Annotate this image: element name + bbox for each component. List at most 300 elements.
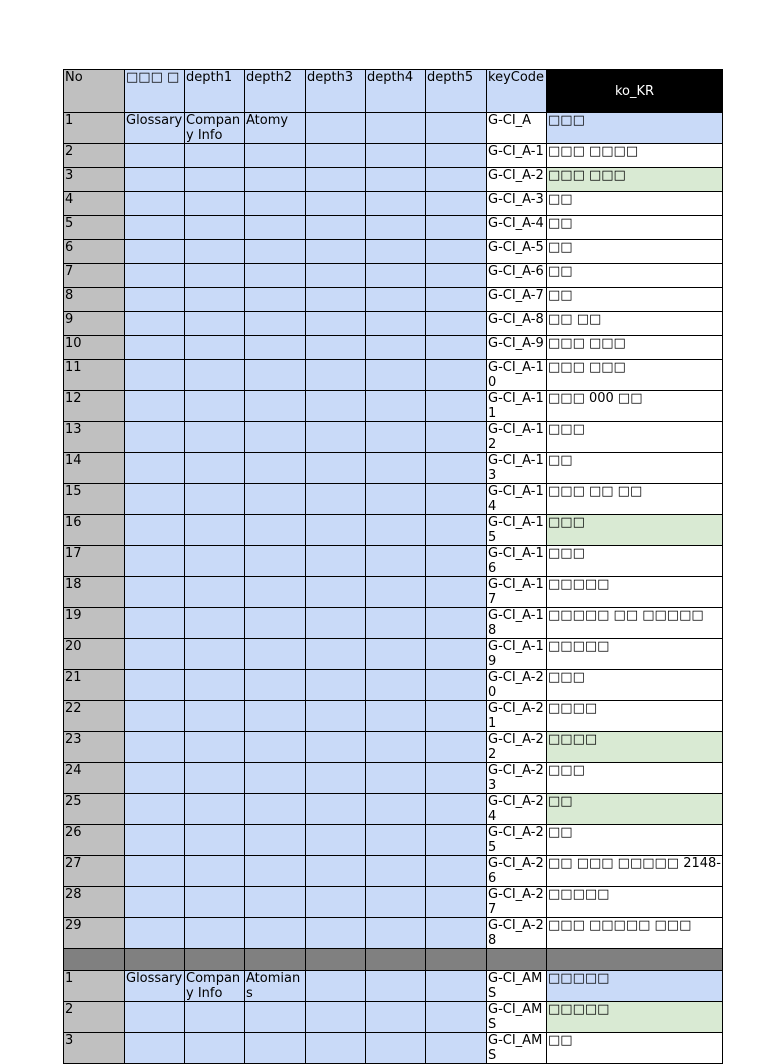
category-cell[interactable] xyxy=(125,264,185,288)
keycode-cell[interactable]: G-CI_A-8 xyxy=(487,312,547,336)
depth2-cell[interactable] xyxy=(245,515,306,546)
depth1-cell[interactable] xyxy=(185,608,245,639)
category-cell[interactable] xyxy=(125,608,185,639)
depth3-cell[interactable] xyxy=(306,484,366,515)
depth1-cell[interactable] xyxy=(185,336,245,360)
depth4-cell[interactable] xyxy=(366,453,426,484)
row-number-cell[interactable]: 13 xyxy=(64,422,125,453)
category-cell[interactable] xyxy=(125,577,185,608)
depth5-cell[interactable] xyxy=(426,639,487,670)
row-number-cell[interactable]: 4 xyxy=(64,192,125,216)
ko-kr-cell[interactable]: □□□ □□□ xyxy=(547,336,723,360)
depth2-cell[interactable] xyxy=(245,484,306,515)
category-cell[interactable] xyxy=(125,288,185,312)
depth5-cell[interactable] xyxy=(426,113,487,144)
ko-kr-cell[interactable]: □□ xyxy=(547,192,723,216)
row-number-cell[interactable]: 22 xyxy=(64,701,125,732)
ko-kr-cell[interactable]: □□ xyxy=(547,240,723,264)
depth3-cell[interactable] xyxy=(306,701,366,732)
depth2-cell[interactable] xyxy=(245,240,306,264)
keycode-cell[interactable]: G-CI_A-26 xyxy=(487,856,547,887)
ko-kr-cell[interactable]: □□□□□ xyxy=(547,1002,723,1033)
depth2-cell[interactable] xyxy=(245,577,306,608)
depth1-cell[interactable] xyxy=(185,240,245,264)
depth4-cell[interactable] xyxy=(366,971,426,1002)
depth1-cell[interactable] xyxy=(185,918,245,949)
depth3-cell[interactable] xyxy=(306,856,366,887)
ko-kr-cell[interactable]: □□ xyxy=(547,216,723,240)
keycode-cell[interactable]: G-CI_A-16 xyxy=(487,546,547,577)
row-number-cell[interactable]: 2 xyxy=(64,144,125,168)
header-depth2[interactable]: depth2 xyxy=(245,70,306,113)
ko-kr-cell[interactable]: □□□ xyxy=(547,546,723,577)
category-cell[interactable] xyxy=(125,1002,185,1033)
depth3-cell[interactable] xyxy=(306,918,366,949)
depth1-cell[interactable] xyxy=(185,763,245,794)
row-number-cell[interactable]: 10 xyxy=(64,336,125,360)
row-number-cell[interactable]: 11 xyxy=(64,360,125,391)
depth5-cell[interactable] xyxy=(426,144,487,168)
depth1-cell[interactable] xyxy=(185,484,245,515)
depth4-cell[interactable] xyxy=(366,732,426,763)
depth2-cell[interactable]: Atomy xyxy=(245,113,306,144)
category-cell[interactable] xyxy=(125,515,185,546)
depth5-cell[interactable] xyxy=(426,732,487,763)
depth2-cell[interactable] xyxy=(245,264,306,288)
depth5-cell[interactable] xyxy=(426,918,487,949)
depth5-cell[interactable] xyxy=(426,360,487,391)
category-cell[interactable] xyxy=(125,856,185,887)
row-number-cell[interactable]: 20 xyxy=(64,639,125,670)
depth3-cell[interactable] xyxy=(306,670,366,701)
depth3-cell[interactable] xyxy=(306,971,366,1002)
depth1-cell[interactable] xyxy=(185,1033,245,1064)
keycode-cell[interactable]: G-CI_A-13 xyxy=(487,453,547,484)
depth4-cell[interactable] xyxy=(366,887,426,918)
row-number-cell[interactable]: 1 xyxy=(64,971,125,1002)
keycode-cell[interactable]: G-CI_A-9 xyxy=(487,336,547,360)
depth1-cell[interactable] xyxy=(185,192,245,216)
depth3-cell[interactable] xyxy=(306,144,366,168)
row-number-cell[interactable]: 7 xyxy=(64,264,125,288)
ko-kr-cell[interactable]: □□□□□ xyxy=(547,577,723,608)
category-cell[interactable] xyxy=(125,144,185,168)
depth5-cell[interactable] xyxy=(426,608,487,639)
depth4-cell[interactable] xyxy=(366,360,426,391)
depth5-cell[interactable] xyxy=(426,515,487,546)
keycode-cell[interactable]: G-CI_A-20 xyxy=(487,670,547,701)
row-number-cell[interactable]: 24 xyxy=(64,763,125,794)
depth1-cell[interactable] xyxy=(185,515,245,546)
keycode-cell[interactable]: G-CI_A-5 xyxy=(487,240,547,264)
category-cell[interactable] xyxy=(125,422,185,453)
depth1-cell[interactable] xyxy=(185,288,245,312)
depth5-cell[interactable] xyxy=(426,701,487,732)
depth5-cell[interactable] xyxy=(426,288,487,312)
depth1-cell[interactable] xyxy=(185,1002,245,1033)
category-cell[interactable] xyxy=(125,391,185,422)
row-number-cell[interactable]: 27 xyxy=(64,856,125,887)
ko-kr-cell[interactable]: □□ xyxy=(547,1033,723,1064)
depth1-cell[interactable] xyxy=(185,360,245,391)
keycode-cell[interactable]: G-CI_A-7 xyxy=(487,288,547,312)
ko-kr-cell[interactable]: □□ xyxy=(547,288,723,312)
depth5-cell[interactable] xyxy=(426,546,487,577)
keycode-cell[interactable]: G-CI_A-14 xyxy=(487,484,547,515)
keycode-cell[interactable]: G-CI_A-25 xyxy=(487,825,547,856)
depth1-cell[interactable] xyxy=(185,144,245,168)
keycode-cell[interactable]: G-CI_A-27 xyxy=(487,887,547,918)
category-cell[interactable] xyxy=(125,701,185,732)
depth1-cell[interactable] xyxy=(185,453,245,484)
depth1-cell[interactable] xyxy=(185,391,245,422)
separator-row xyxy=(64,949,723,971)
header-depth5[interactable]: depth5 xyxy=(426,70,487,113)
depth5-cell[interactable] xyxy=(426,216,487,240)
depth2-cell[interactable] xyxy=(245,763,306,794)
keycode-cell[interactable]: G-CI_AMS xyxy=(487,971,547,1002)
depth3-cell[interactable] xyxy=(306,168,366,192)
depth5-cell[interactable] xyxy=(426,422,487,453)
depth4-cell[interactable] xyxy=(366,144,426,168)
ko-kr-cell[interactable]: □□ xyxy=(547,453,723,484)
ko-kr-cell[interactable]: □□ xyxy=(547,264,723,288)
depth2-cell[interactable] xyxy=(245,453,306,484)
category-cell[interactable] xyxy=(125,312,185,336)
depth4-cell[interactable] xyxy=(366,240,426,264)
depth4-cell[interactable] xyxy=(366,336,426,360)
ko-kr-cell[interactable]: □□□ xyxy=(547,670,723,701)
category-cell[interactable]: Glossary xyxy=(125,971,185,1002)
row-number-cell[interactable]: 14 xyxy=(64,453,125,484)
depth4-cell[interactable] xyxy=(366,216,426,240)
keycode-cell[interactable]: G-CI_A-28 xyxy=(487,918,547,949)
depth2-cell[interactable] xyxy=(245,192,306,216)
header-category[interactable]: □□□ □ xyxy=(125,70,185,113)
category-cell[interactable] xyxy=(125,336,185,360)
depth4-cell[interactable] xyxy=(366,264,426,288)
depth2-cell[interactable] xyxy=(245,216,306,240)
ko-kr-cell[interactable]: □□□ □□ □□ xyxy=(547,484,723,515)
depth4-cell[interactable] xyxy=(366,670,426,701)
depth1-cell[interactable] xyxy=(185,168,245,192)
row-number-cell[interactable]: 8 xyxy=(64,288,125,312)
depth3-cell[interactable] xyxy=(306,608,366,639)
category-cell[interactable] xyxy=(125,918,185,949)
category-cell[interactable] xyxy=(125,546,185,577)
depth2-cell[interactable] xyxy=(245,794,306,825)
header-depth4[interactable]: depth4 xyxy=(366,70,426,113)
keycode-cell[interactable]: G-CI_A-23 xyxy=(487,763,547,794)
depth5-cell[interactable] xyxy=(426,264,487,288)
depth1-cell[interactable] xyxy=(185,264,245,288)
depth4-cell[interactable] xyxy=(366,701,426,732)
header-depth1[interactable]: depth1 xyxy=(185,70,245,113)
category-cell[interactable] xyxy=(125,732,185,763)
depth1-cell[interactable] xyxy=(185,701,245,732)
depth3-cell[interactable] xyxy=(306,825,366,856)
depth5-cell[interactable] xyxy=(426,192,487,216)
depth1-cell[interactable] xyxy=(185,546,245,577)
row-number-cell[interactable]: 3 xyxy=(64,168,125,192)
depth4-cell[interactable] xyxy=(366,515,426,546)
depth5-cell[interactable] xyxy=(426,484,487,515)
depth3-cell[interactable] xyxy=(306,264,366,288)
depth5-cell[interactable] xyxy=(426,1033,487,1064)
depth1-cell[interactable]: Company Info xyxy=(185,113,245,144)
category-cell[interactable] xyxy=(125,794,185,825)
ko-kr-cell[interactable]: □□□□□ xyxy=(547,639,723,670)
category-cell[interactable] xyxy=(125,1033,185,1064)
keycode-cell[interactable]: G-CI_A-24 xyxy=(487,794,547,825)
keycode-cell[interactable]: G-CI_A-10 xyxy=(487,360,547,391)
row-number-cell[interactable]: 2 xyxy=(64,1002,125,1033)
depth3-cell[interactable] xyxy=(306,453,366,484)
category-cell[interactable] xyxy=(125,887,185,918)
row-number-cell[interactable]: 26 xyxy=(64,825,125,856)
row-number-cell[interactable]: 1 xyxy=(64,113,125,144)
ko-kr-cell[interactable]: □□ xyxy=(547,794,723,825)
ko-kr-cell[interactable]: □□□□ xyxy=(547,701,723,732)
depth3-cell[interactable] xyxy=(306,288,366,312)
keycode-cell[interactable]: G-CI_A-21 xyxy=(487,701,547,732)
row-number-cell[interactable]: 15 xyxy=(64,484,125,515)
depth4-cell[interactable] xyxy=(366,192,426,216)
row-number-cell[interactable]: 6 xyxy=(64,240,125,264)
category-cell[interactable] xyxy=(125,216,185,240)
keycode-cell[interactable]: G-CI_A-17 xyxy=(487,577,547,608)
depth5-cell[interactable] xyxy=(426,971,487,1002)
ko-kr-cell[interactable]: □□□□□ xyxy=(547,887,723,918)
row-number-cell[interactable]: 17 xyxy=(64,546,125,577)
ko-kr-cell[interactable]: □□□ □□□ xyxy=(547,168,723,192)
category-cell[interactable] xyxy=(125,360,185,391)
ko-kr-cell[interactable]: □□ □□□ □□□□□ 2148- xyxy=(547,856,723,887)
depth2-cell[interactable] xyxy=(245,1002,306,1033)
category-cell[interactable] xyxy=(125,484,185,515)
ko-kr-cell[interactable]: □□ xyxy=(547,825,723,856)
depth3-cell[interactable] xyxy=(306,360,366,391)
depth1-cell[interactable] xyxy=(185,639,245,670)
depth2-cell[interactable] xyxy=(245,288,306,312)
depth2-cell[interactable] xyxy=(245,887,306,918)
depth4-cell[interactable] xyxy=(366,856,426,887)
row-number-cell[interactable]: 23 xyxy=(64,732,125,763)
depth2-cell[interactable] xyxy=(245,1033,306,1064)
ko-kr-cell[interactable]: □□□□ xyxy=(547,732,723,763)
depth2-cell[interactable] xyxy=(245,918,306,949)
depth1-cell[interactable] xyxy=(185,825,245,856)
ko-kr-cell[interactable]: □□□ 000 □□ xyxy=(547,391,723,422)
category-cell[interactable]: Glossary xyxy=(125,113,185,144)
keycode-cell[interactable]: G-CI_A-1 xyxy=(487,144,547,168)
ko-kr-cell[interactable]: □□□ xyxy=(547,763,723,794)
depth5-cell[interactable] xyxy=(426,240,487,264)
depth3-cell[interactable] xyxy=(306,732,366,763)
depth2-cell[interactable] xyxy=(245,732,306,763)
row-number-cell[interactable]: 12 xyxy=(64,391,125,422)
depth5-cell[interactable] xyxy=(426,577,487,608)
depth5-cell[interactable] xyxy=(426,391,487,422)
depth2-cell[interactable] xyxy=(245,144,306,168)
depth5-cell[interactable] xyxy=(426,794,487,825)
depth3-cell[interactable] xyxy=(306,546,366,577)
depth4-cell[interactable] xyxy=(366,577,426,608)
depth3-cell[interactable] xyxy=(306,515,366,546)
depth2-cell[interactable]: Atomians xyxy=(245,971,306,1002)
depth4-cell[interactable] xyxy=(366,168,426,192)
keycode-cell[interactable]: G-CI_A-6 xyxy=(487,264,547,288)
depth3-cell[interactable] xyxy=(306,113,366,144)
keycode-cell[interactable]: G-CI_A-3 xyxy=(487,192,547,216)
depth4-cell[interactable] xyxy=(366,763,426,794)
depth4-cell[interactable] xyxy=(366,608,426,639)
depth5-cell[interactable] xyxy=(426,825,487,856)
depth2-cell[interactable] xyxy=(245,336,306,360)
depth1-cell[interactable] xyxy=(185,216,245,240)
table-row xyxy=(64,794,723,825)
depth1-cell[interactable] xyxy=(185,732,245,763)
depth5-cell[interactable] xyxy=(426,1002,487,1033)
depth1-cell[interactable]: Company Info xyxy=(185,971,245,1002)
ko-kr-cell[interactable]: □□□ xyxy=(547,113,723,144)
row-number-cell[interactable]: 19 xyxy=(64,608,125,639)
category-cell[interactable] xyxy=(125,825,185,856)
depth1-cell[interactable] xyxy=(185,670,245,701)
category-cell[interactable] xyxy=(125,453,185,484)
depth3-cell[interactable] xyxy=(306,763,366,794)
depth4-cell[interactable] xyxy=(366,794,426,825)
header-no[interactable]: No xyxy=(64,70,125,113)
depth3-cell[interactable] xyxy=(306,192,366,216)
category-cell[interactable] xyxy=(125,240,185,264)
depth2-cell[interactable] xyxy=(245,670,306,701)
keycode-cell[interactable]: G-CI_AMS xyxy=(487,1033,547,1064)
category-cell[interactable] xyxy=(125,639,185,670)
depth4-cell[interactable] xyxy=(366,288,426,312)
ko-kr-cell[interactable]: □□□ xyxy=(547,515,723,546)
ko-kr-cell[interactable]: □□□ □□□ xyxy=(547,360,723,391)
keycode-cell[interactable]: G-CI_A-15 xyxy=(487,515,547,546)
depth3-cell[interactable] xyxy=(306,794,366,825)
depth3-cell[interactable] xyxy=(306,887,366,918)
depth1-cell[interactable] xyxy=(185,422,245,453)
row-number-cell[interactable]: 18 xyxy=(64,577,125,608)
depth2-cell[interactable] xyxy=(245,422,306,453)
depth4-cell[interactable] xyxy=(366,825,426,856)
depth4-cell[interactable] xyxy=(366,1033,426,1064)
depth2-cell[interactable] xyxy=(245,391,306,422)
ko-kr-cell[interactable]: □□ □□ xyxy=(547,312,723,336)
ko-kr-cell[interactable]: □□□□□ □□ □□□□□ xyxy=(547,608,723,639)
depth5-cell[interactable] xyxy=(426,168,487,192)
depth1-cell[interactable] xyxy=(185,856,245,887)
depth4-cell[interactable] xyxy=(366,546,426,577)
ko-kr-cell[interactable]: □□□□□ xyxy=(547,971,723,1002)
depth2-cell[interactable] xyxy=(245,856,306,887)
depth5-cell[interactable] xyxy=(426,856,487,887)
depth3-cell[interactable] xyxy=(306,1033,366,1064)
depth4-cell[interactable] xyxy=(366,918,426,949)
depth3-cell[interactable] xyxy=(306,1002,366,1033)
depth3-cell[interactable] xyxy=(306,336,366,360)
depth3-cell[interactable] xyxy=(306,391,366,422)
row-number-cell[interactable]: 9 xyxy=(64,312,125,336)
keycode-cell[interactable]: G-CI_A-2 xyxy=(487,168,547,192)
category-cell[interactable] xyxy=(125,763,185,794)
depth2-cell[interactable] xyxy=(245,312,306,336)
keycode-cell[interactable]: G-CI_A-19 xyxy=(487,639,547,670)
depth2-cell[interactable] xyxy=(245,701,306,732)
keycode-cell[interactable]: G-CI_A-12 xyxy=(487,422,547,453)
depth2-cell[interactable] xyxy=(245,168,306,192)
header-keycode[interactable]: keyCode xyxy=(487,70,547,113)
row-number-cell[interactable]: 21 xyxy=(64,670,125,701)
keycode-cell[interactable]: G-CI_A-18 xyxy=(487,608,547,639)
header-ko-kr[interactable]: ko_KR xyxy=(547,70,723,113)
table-row xyxy=(64,422,723,453)
row-number-cell[interactable]: 3 xyxy=(64,1033,125,1064)
depth4-cell[interactable] xyxy=(366,422,426,453)
keycode-cell[interactable]: G-CI_A-11 xyxy=(487,391,547,422)
row-number-cell[interactable]: 16 xyxy=(64,515,125,546)
row-number-cell[interactable]: 5 xyxy=(64,216,125,240)
depth1-cell[interactable] xyxy=(185,577,245,608)
depth4-cell[interactable] xyxy=(366,1002,426,1033)
depth4-cell[interactable] xyxy=(366,312,426,336)
depth3-cell[interactable] xyxy=(306,216,366,240)
depth4-cell[interactable] xyxy=(366,113,426,144)
keycode-cell[interactable]: G-CI_AMS xyxy=(487,1002,547,1033)
row-number-cell[interactable]: 28 xyxy=(64,887,125,918)
ko-kr-cell[interactable]: □□□ xyxy=(547,422,723,453)
keycode-cell[interactable]: G-CI_A xyxy=(487,113,547,144)
depth5-cell[interactable] xyxy=(426,453,487,484)
depth3-cell[interactable] xyxy=(306,312,366,336)
category-cell[interactable] xyxy=(125,670,185,701)
row-number-cell[interactable]: 25 xyxy=(64,794,125,825)
depth5-cell[interactable] xyxy=(426,336,487,360)
depth5-cell[interactable] xyxy=(426,887,487,918)
keycode-cell[interactable]: G-CI_A-22 xyxy=(487,732,547,763)
row-number-cell[interactable]: 29 xyxy=(64,918,125,949)
depth5-cell[interactable] xyxy=(426,763,487,794)
depth3-cell[interactable] xyxy=(306,639,366,670)
depth3-cell[interactable] xyxy=(306,577,366,608)
depth1-cell[interactable] xyxy=(185,887,245,918)
ko-kr-cell[interactable]: □□□ □□□□□ □□□ xyxy=(547,918,723,949)
depth3-cell[interactable] xyxy=(306,422,366,453)
category-cell[interactable] xyxy=(125,168,185,192)
depth2-cell[interactable] xyxy=(245,546,306,577)
depth5-cell[interactable] xyxy=(426,312,487,336)
depth4-cell[interactable] xyxy=(366,639,426,670)
depth2-cell[interactable] xyxy=(245,639,306,670)
category-cell[interactable] xyxy=(125,192,185,216)
keycode-cell[interactable]: G-CI_A-4 xyxy=(487,216,547,240)
depth3-cell[interactable] xyxy=(306,240,366,264)
depth1-cell[interactable] xyxy=(185,312,245,336)
header-depth3[interactable]: depth3 xyxy=(306,70,366,113)
depth2-cell[interactable] xyxy=(245,360,306,391)
ko-kr-cell[interactable]: □□□ □□□□ xyxy=(547,144,723,168)
depth2-cell[interactable] xyxy=(245,825,306,856)
depth1-cell[interactable] xyxy=(185,794,245,825)
depth4-cell[interactable] xyxy=(366,391,426,422)
depth5-cell[interactable] xyxy=(426,670,487,701)
depth2-cell[interactable] xyxy=(245,608,306,639)
depth4-cell[interactable] xyxy=(366,484,426,515)
